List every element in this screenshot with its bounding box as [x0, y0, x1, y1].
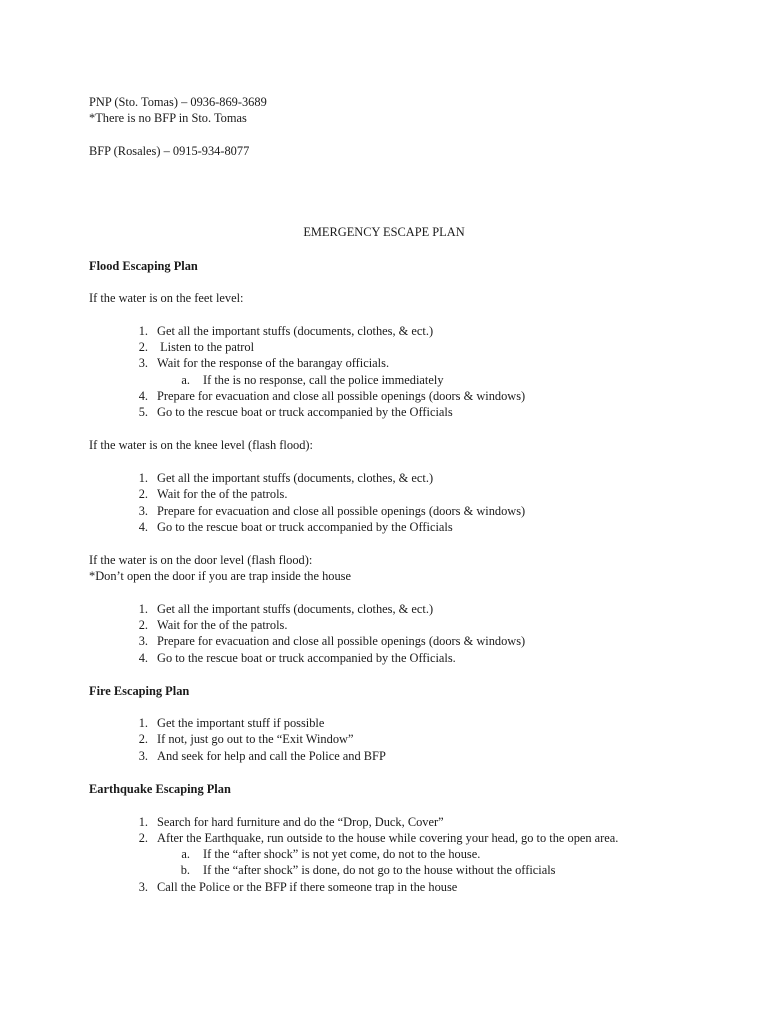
flood-door-intro: If the water is on the door level (flash flood): [89, 553, 313, 567]
bfp-contact: BFP (Rosales) – 0915-934-8077 [89, 144, 250, 158]
pnp-contact: PNP (Sto. Tomas) – 0936-869-3689 [89, 95, 267, 109]
flood-knee-intro: If the water is on the knee level (flash flood): [89, 438, 313, 452]
fire-heading: Fire Escaping Plan [89, 684, 190, 698]
document-page: PNP (Sto. Tomas) – 0936-869-3689 *There is no BFP in Sto. Tomas BFP (Rosales) – 0915-934-8077 EMERGENCY ESCAPE PLAN Flood Escaping Plan If the water is on the feet level: 1. Get all the important stuffs (documents, clothes, & ect.) 2. Listen to the patrol 3. Wait for the response of the barangay officials. a. If the is no response, call the police immediately 4. Prepare for evacuation and close all possible openings (doors & windows) 5. Go to the rescue boat or truck accompanied by the Officials If the water is on the knee level (flash flood): 1. Get all the important stuffs (documents, clothes, & ect.) 2. Wait for the of the patrols. 3. Prepare for evacuation and close all possible openings (doors & windows) 4. Go to the rescue boat or truck accompanied by the Officials If the water is on the door level (flash flood): *Don’t open the door if you are trap inside the house 1. Get all the important stuffs (documents, clothes, & ect.) 2. Wait for the of the patrols. 3. Prepare for evacuation and close all possible openings (doors & windows) 4. Go to the rescue boat or truck accompanied by the Officials. Fire Escaping Plan 1. Get the important stuff if possible 2. If not, just go out to the “Exit Window” 3. And seek for help and call the Police and BFP Earthquake Escaping Plan 1. Search for hard furniture and do the “Drop, Duck, Cover” 2. After the Earthquake, run outside to the house while covering your head, go to the open area. a. If the “after shock” is not yet come, do not to the house. b. If the “after shock” is done, do not go to the house without the officials 3. Call the Police or the BFP if there someone trap in the house [0, 0, 768, 1024]
earthquake-heading: Earthquake Escaping Plan [89, 782, 231, 796]
flood-heading: Flood Escaping Plan [89, 259, 198, 273]
flood-door-note: *Don’t open the door if you are trap inside the house [89, 569, 351, 583]
document-title: EMERGENCY ESCAPE PLAN [303, 225, 465, 239]
flood-feet-intro: If the water is on the feet level: [89, 291, 244, 305]
no-bfp-note: *There is no BFP in Sto. Tomas [89, 111, 247, 125]
